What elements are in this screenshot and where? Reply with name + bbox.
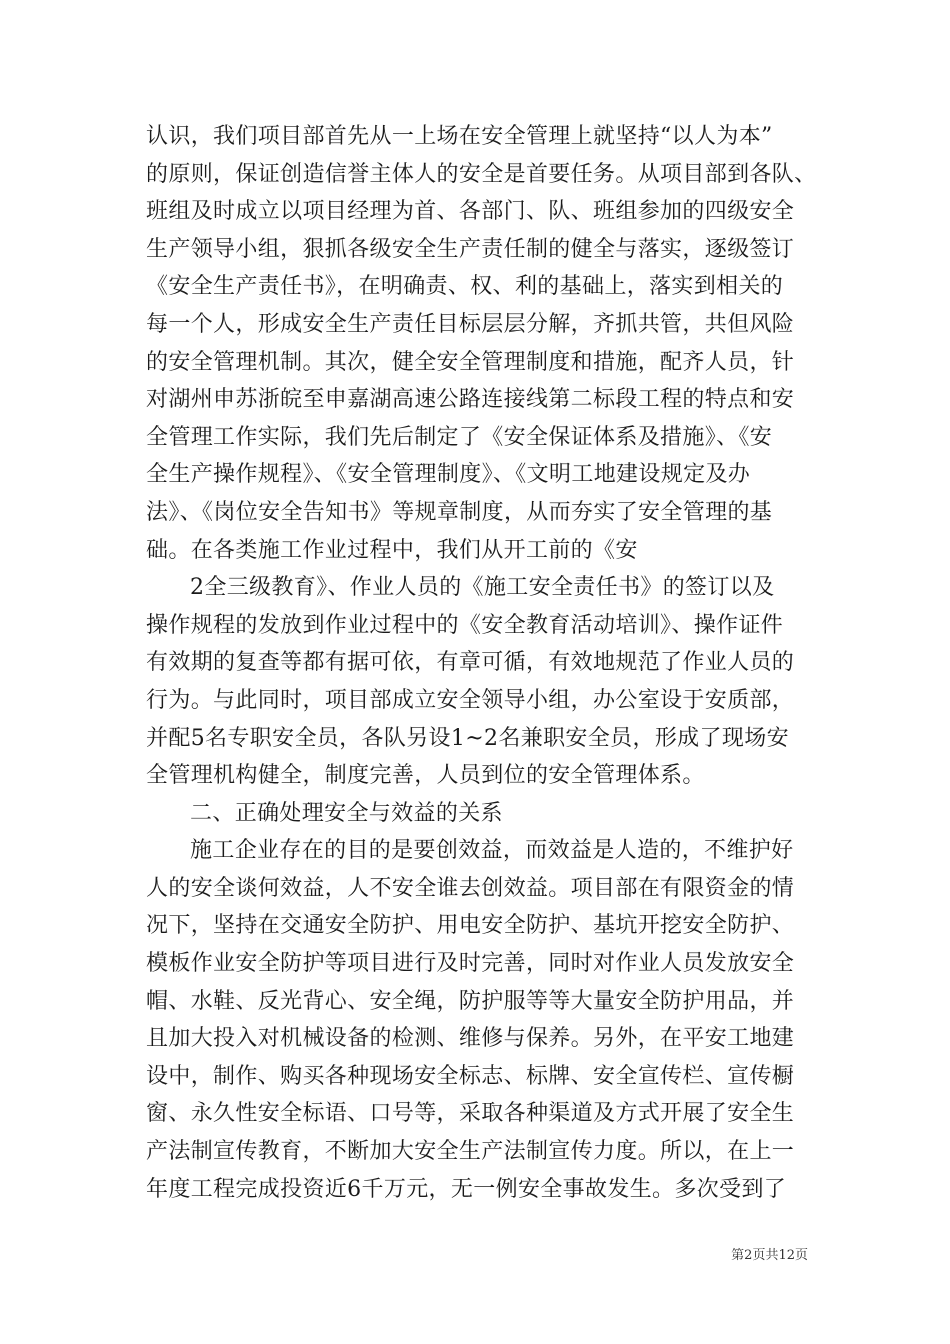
text-line: 2全三级教育》、作业人员的《施工安全责任书》的签订以及 <box>190 575 775 601</box>
text-line: 行为。与此同时，项目部成立安全领导小组，办公室设于安质部， <box>146 687 795 713</box>
text-line: 对湖州申苏浙皖至申嘉湖高速公路连接线第二标段工程的特点和安 <box>146 387 795 413</box>
text-line: 况下，坚持在交通安全防护、用电安全防护、基坑开挖安全防护、 <box>146 913 795 939</box>
text-line: 二、正确处理安全与效益的关系 <box>190 800 503 826</box>
text-line: 模板作业安全防护等项目进行及时完善，同时对作业人员发放安全 <box>146 951 795 977</box>
text-line: 的安全管理机制。其次，健全安全管理制度和措施，配齐人员，针 <box>146 349 795 375</box>
text-line: 设中，制作、购买各种现场安全标志、标牌、安全宣传栏、宣传橱 <box>146 1063 795 1089</box>
text-line: 《安全生产责任书》，在明确责、权、利的基础上，落实到相关的 <box>146 274 784 300</box>
text-line: 年度工程完成投资近6千万元，无一例安全事故发生。多次受到了 <box>146 1176 787 1202</box>
text-line: 有效期的复查等都有据可依，有章可循，有效地规范了作业人员的 <box>146 650 795 676</box>
text-line: 操作规程的发放到作业过程中的《安全教育活动培训》、操作证件 <box>146 612 784 638</box>
text-line: 人的安全谈何效益，人不安全谁去创效益。项目部在有限资金的情 <box>146 875 795 901</box>
text-line: 认识，我们项目部首先从一上场在安全管理上就坚持“以人为本” <box>146 124 773 149</box>
text-line: 每一个人，形成安全生产责任目标层层分解，齐抓共管，共但风险 <box>146 311 795 337</box>
page-number: 第2页共12页 <box>731 1248 808 1263</box>
text-line: 且加大投入对机械设备的检测、维修与保养。另外，在平安工地建 <box>146 1026 795 1052</box>
text-line: 全生产操作规程》、《安全管理制度》、《文明工地建设规定及办 <box>146 462 751 488</box>
text-line: 础。在各类施工作业过程中，我们从开工前的《安 <box>146 537 638 563</box>
text-line: 全管理工作实际，我们先后制定了《安全保证体系及措施》、《安 <box>146 424 773 450</box>
text-line: 产法制宣传教育，不断加大安全生产法制宣传力度。所以，在上一 <box>146 1139 795 1165</box>
text-line: 帽、水鞋、反光背心、安全绳，防护服等等大量安全防护用品，并 <box>146 988 795 1014</box>
text-line: 施工企业存在的目的是要创效益，而效益是人造的，不维护好 <box>190 838 794 864</box>
text-line: 窗、永久性安全标语、口号等，采取各种渠道及方式开展了安全生 <box>146 1101 795 1127</box>
text-line: 生产领导小组，狠抓各级安全生产责任制的健全与落实，逐级签订 <box>146 236 795 262</box>
text-line: 的原则，保证创造信誉主体人的安全是首要任务。从项目部到各队、 <box>146 161 817 187</box>
document-body <box>146 118 816 1208</box>
text-line: 全管理机构健全，制度完善，人员到位的安全管理体系。 <box>146 763 705 789</box>
text-line: 并配5名专职安全员，各队另设1~2名兼职安全员，形成了现场安 <box>146 725 789 751</box>
text-line: 法》、《岗位安全告知书》等规章制度，从而夯实了安全管理的基 <box>146 499 773 525</box>
text-line: 班组及时成立以项目经理为首、各部门、队、班组参加的四级安全 <box>146 199 795 225</box>
